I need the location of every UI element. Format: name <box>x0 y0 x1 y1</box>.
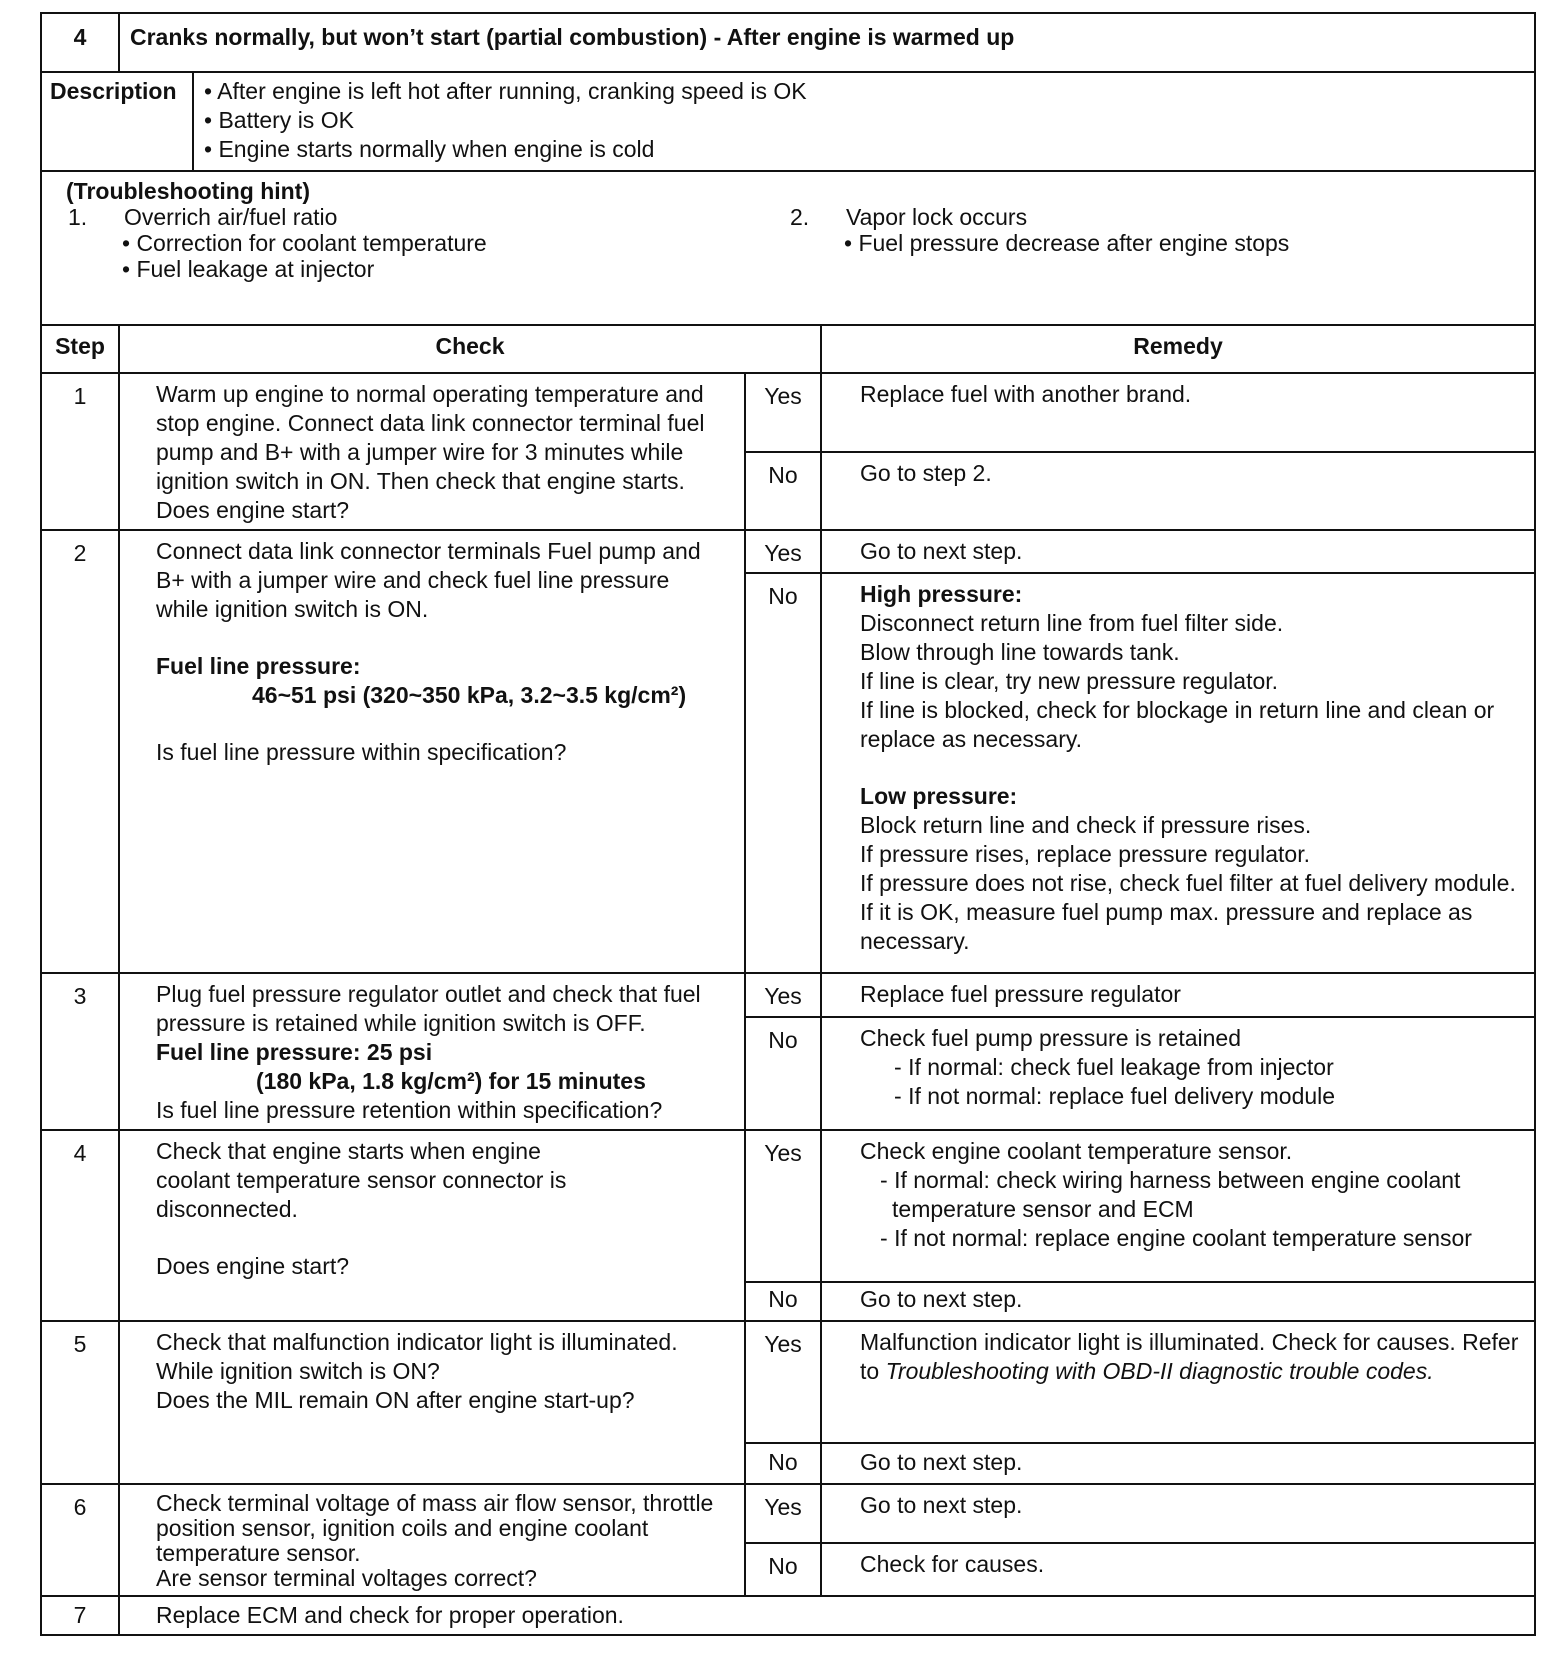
description-item: • After engine is left hot after running, cranking speed is OK <box>204 78 807 104</box>
answer-yes: Yes <box>745 1130 821 1282</box>
hint-left <box>66 204 788 282</box>
high-pressure-line: Blow through line towards tank. <box>860 639 1180 665</box>
low-pressure-line: If pressure does not rise, check fuel filter at fuel delivery module. <box>860 870 1516 896</box>
remedy-sub: - If not normal: replace fuel delivery module <box>894 1082 1336 1109</box>
remedy-sub: - If not normal: replace engine coolant temperature sensor <box>880 1225 1472 1251</box>
step-question: Does engine start? <box>156 1253 350 1279</box>
answer-no: No <box>745 1017 821 1130</box>
hint-right-number: 2. <box>790 204 810 230</box>
hint-left-number: 1. <box>68 204 88 230</box>
answer-yes: Yes <box>745 373 821 452</box>
header-table <box>40 12 1536 73</box>
remedy-no: Go to step 2. <box>821 452 1535 531</box>
high-pressure-line: If line is clear, try new pressure regulator. <box>860 668 1279 694</box>
low-pressure-line: If pressure rises, replace pressure regulator. <box>860 841 1310 867</box>
hint-left-sub: • Correction for coolant temperature <box>122 230 487 256</box>
description-items <box>193 72 1535 171</box>
hint-left-text: Overrich air/fuel ratio <box>124 204 338 230</box>
remedy-text: Check engine coolant temperature sensor. <box>860 1138 1293 1164</box>
column-header-check: Check <box>119 325 821 373</box>
spec-label: Fuel line pressure: 25 psi <box>156 1039 433 1065</box>
step-check-text: Connect data link connector terminals Fuel pump and B+ with a jumper wire and check fuel line pressure while ignition switch is ON. <box>156 538 701 622</box>
answer-yes: Yes <box>745 1321 821 1443</box>
header-number: 4 <box>41 13 119 72</box>
answer-no: No <box>745 1282 821 1321</box>
step-check-text: Check terminal voltage of mass air flow sensor, throttle position sensor, ignition coils and engine coolant temperature sensor. <box>156 1490 714 1566</box>
step-check: Warm up engine to normal operating temperature and stop engine. Connect data link connector terminal fuel pump and B+ with a jumper wire for 3 minutes while ignition switch in ON. Then check that engine starts. Does engine start? <box>119 373 745 530</box>
step-number: 7 <box>41 1596 119 1635</box>
answer-no: No <box>745 1543 821 1596</box>
remedy-yes: Replace fuel with another brand. <box>821 373 1535 452</box>
step-number: 1 <box>41 373 119 530</box>
step-check <box>119 1484 745 1596</box>
remedy-no: Go to next step. <box>821 1282 1535 1321</box>
description-item: • Engine starts normally when engine is cold <box>204 136 655 162</box>
column-header-step: Step <box>41 325 119 373</box>
answer-yes: Yes <box>745 530 821 573</box>
step-check-text: Check that engine starts when engine coolant temperature sensor connector is disconnected. <box>156 1138 567 1222</box>
step-check-line: While ignition switch is ON? <box>156 1358 440 1384</box>
answer-yes: Yes <box>745 1484 821 1543</box>
hint-title: (Troubleshooting hint) <box>66 178 311 204</box>
spec-value: 46~51 psi (320~350 kPa, 3.2~3.5 kg/cm²) <box>252 682 687 708</box>
steps-table <box>40 324 1536 1636</box>
troubleshooting-document <box>40 12 1536 1636</box>
spec-value: (180 kPa, 1.8 kg/cm²) for 15 minutes <box>256 1068 646 1094</box>
remedy-sub: - If normal: check fuel leakage from injector <box>894 1053 1334 1080</box>
description-table <box>40 71 1536 172</box>
hint-right-text: Vapor lock occurs <box>846 204 1028 230</box>
step-check <box>119 1130 745 1321</box>
remedy-text: Malfunction indicator light is illuminated. Check for causes. Refer to <box>860 1329 1519 1384</box>
step-number: 3 <box>41 973 119 1130</box>
description-item: • Battery is OK <box>204 107 354 133</box>
answer-no: No <box>745 1443 821 1484</box>
remedy-no: Check for causes. <box>821 1543 1535 1596</box>
remedy-yes: Go to next step. <box>821 1484 1535 1543</box>
remedy-yes: Replace fuel pressure regulator <box>821 973 1535 1017</box>
high-pressure-title: High pressure: <box>860 581 1023 607</box>
high-pressure-line: If line is blocked, check for blockage in return line and clean or replace as necessary. <box>860 697 1495 752</box>
remedy-yes: Go to next step. <box>821 530 1535 573</box>
step-check: Replace ECM and check for proper operation. <box>119 1596 1535 1635</box>
reference-text: Troubleshooting with OBD-II diagnostic trouble codes. <box>885 1358 1434 1384</box>
step-number: 2 <box>41 530 119 973</box>
hint-right <box>788 204 1510 282</box>
hint-left-sub: • Fuel leakage at injector <box>122 256 375 282</box>
hint-cell <box>41 171 1535 325</box>
step-question: Is fuel line pressure retention within specification? <box>156 1097 663 1123</box>
hint-table <box>40 170 1536 326</box>
step-check-line: Does the MIL remain ON after engine start-up? <box>156 1387 635 1413</box>
remedy-yes <box>821 1321 1535 1443</box>
step-check <box>119 973 745 1130</box>
header-title: Cranks normally, but won’t start (partial combustion) - After engine is warmed up <box>119 13 1535 72</box>
remedy-no <box>821 573 1535 973</box>
high-pressure-line: Disconnect return line from fuel filter side. <box>860 610 1284 636</box>
step-question: Are sensor terminal voltages correct? <box>156 1565 537 1591</box>
remedy-no <box>821 1017 1535 1130</box>
remedy-text: Check fuel pump pressure is retained <box>860 1024 1241 1051</box>
step-check <box>119 1321 745 1484</box>
step-number: 5 <box>41 1321 119 1484</box>
step-question: Is fuel line pressure within specification? <box>156 739 567 765</box>
description-label: Description <box>41 72 193 171</box>
step-check <box>119 530 745 973</box>
low-pressure-title: Low pressure: <box>860 783 1018 809</box>
step-number: 6 <box>41 1484 119 1596</box>
step-check-text: Plug fuel pressure regulator outlet and check that fuel pressure is retained while ignition switch is OFF. <box>156 981 701 1036</box>
step-check-line: Check that malfunction indicator light is illuminated. <box>156 1329 678 1355</box>
step-number: 4 <box>41 1130 119 1321</box>
answer-yes: Yes <box>745 973 821 1017</box>
answer-no: No <box>745 452 821 531</box>
remedy-sub: - If normal: check wiring harness between engine coolant temperature sensor and ECM <box>880 1167 1461 1222</box>
spec-label: Fuel line pressure: <box>156 653 361 679</box>
hint-right-sub: • Fuel pressure decrease after engine stops <box>844 230 1290 256</box>
answer-no: No <box>745 573 821 973</box>
remedy-yes <box>821 1130 1535 1282</box>
remedy-no: Go to next step. <box>821 1443 1535 1484</box>
column-header-remedy: Remedy <box>821 325 1535 373</box>
low-pressure-line: Block return line and check if pressure rises. <box>860 812 1312 838</box>
low-pressure-line: If it is OK, measure fuel pump max. pressure and replace as necessary. <box>860 899 1473 954</box>
